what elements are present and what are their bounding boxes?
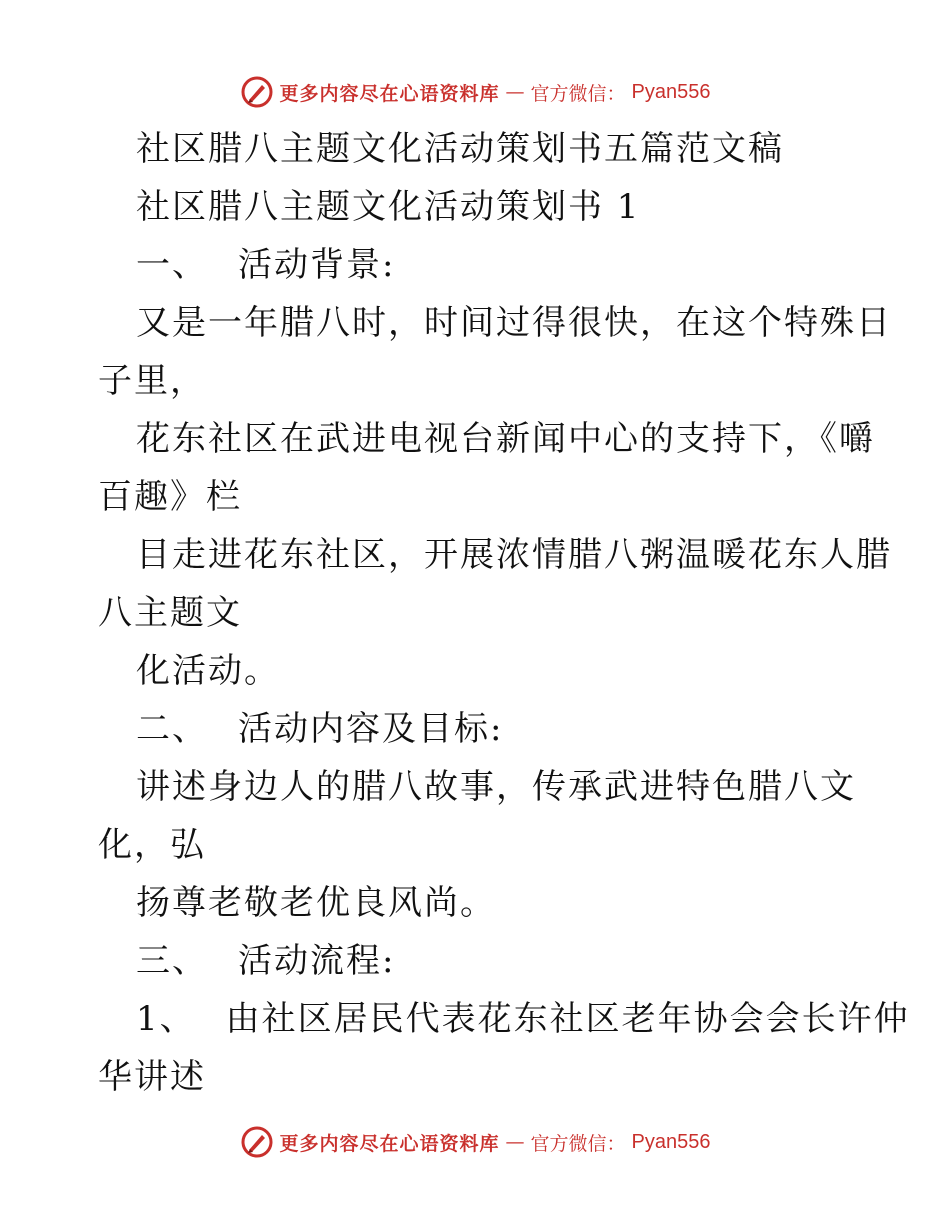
paragraph-line: 化，弘 bbox=[98, 825, 206, 865]
list-item-1 bbox=[98, 990, 910, 1048]
document-title: 社区腊八主题文化活动策划书五篇范文稿 bbox=[136, 129, 784, 169]
paragraph-line: 化活动。 bbox=[136, 651, 280, 691]
list-item-number: 1、 bbox=[136, 999, 196, 1039]
paragraph-line: 百趣》栏 bbox=[98, 477, 242, 517]
pen-logo-icon bbox=[240, 1125, 274, 1159]
paragraph-line: 子里， bbox=[98, 361, 206, 401]
watermark-wechat-label: 官方微信： bbox=[530, 1132, 626, 1155]
paragraph-line: 花东社区在武进电视台新闻中心的支持下，《嚼 bbox=[136, 419, 875, 459]
section-title: 活动背景: bbox=[238, 245, 396, 285]
section-number: 三、 bbox=[136, 941, 208, 981]
watermark-wechat-id: Pyan556 bbox=[631, 1130, 711, 1153]
document-body bbox=[98, 120, 910, 1106]
document-subtitle: 社区腊八主题文化活动策划书 1 bbox=[136, 187, 641, 227]
section-heading-2 bbox=[98, 700, 858, 758]
watermark-wechat-id: Pyan556 bbox=[631, 80, 711, 103]
header-watermark bbox=[0, 72, 950, 112]
section-number: 二、 bbox=[136, 709, 208, 749]
paragraph-line: 扬尊老敬老优良风尚。 bbox=[136, 883, 496, 923]
paragraph-line: 又是一年腊八时，时间过得很快，在这个特殊日 bbox=[136, 303, 892, 343]
list-item-text: 由社区居民代表花东社区老年协会会长许仲 bbox=[225, 999, 910, 1039]
watermark-text: 更多内容尽在心语资料库 bbox=[279, 82, 500, 105]
paragraph-line: 讲述身边人的腊八故事，传承武进特色腊八文 bbox=[136, 767, 856, 807]
watermark-separator: — bbox=[505, 1131, 525, 1153]
section-title: 活动内容及目标: bbox=[238, 709, 504, 749]
section-title: 活动流程: bbox=[238, 941, 396, 981]
section-heading-3 bbox=[98, 932, 858, 990]
paragraph-line: 华讲述 bbox=[98, 1057, 206, 1097]
section-heading-1 bbox=[98, 236, 858, 294]
section-number: 一、 bbox=[136, 245, 208, 285]
footer-watermark bbox=[0, 1122, 950, 1162]
watermark-text: 更多内容尽在心语资料库 bbox=[279, 1132, 500, 1155]
pen-logo-icon bbox=[240, 75, 274, 109]
paragraph-line: 目走进花东社区，开展浓情腊八粥温暖花东人腊 bbox=[136, 535, 892, 575]
watermark-separator: — bbox=[505, 81, 525, 103]
paragraph-line: 八主题文 bbox=[98, 593, 242, 633]
watermark-wechat-label: 官方微信： bbox=[530, 82, 626, 105]
